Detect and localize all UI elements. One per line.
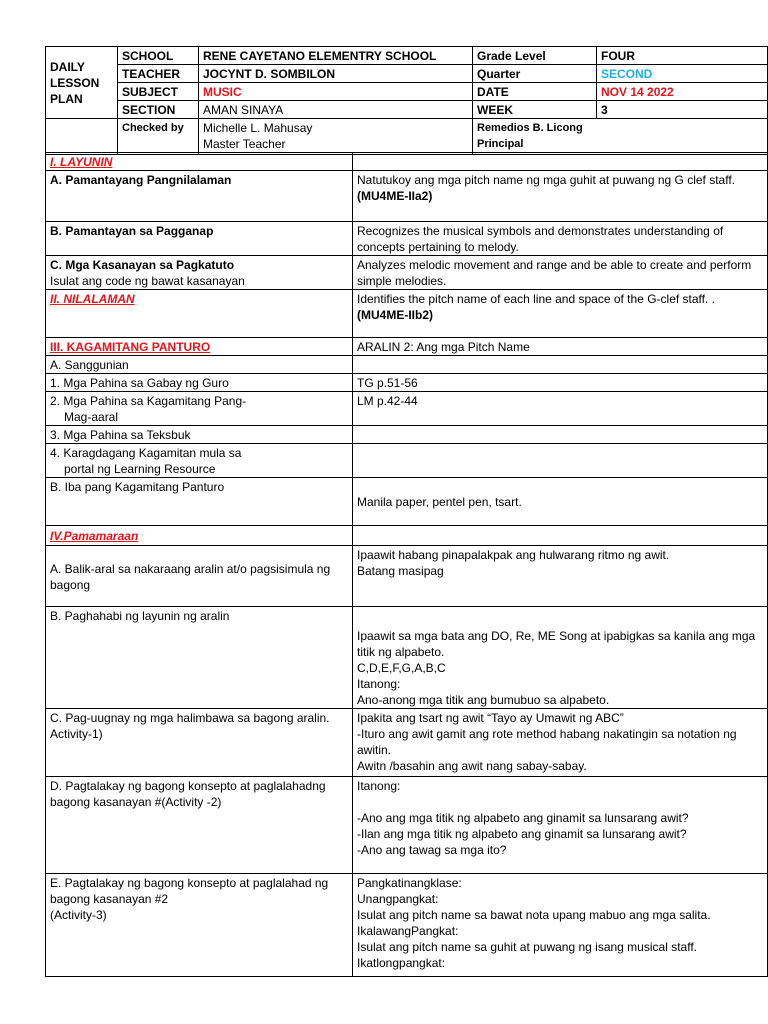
paghahabi-label: B. Paghahabi ng layunin ng aralin [46, 607, 353, 709]
ref-kagamitan-label2: Mag-aaral [64, 410, 119, 424]
ref-kagamitan-label: 2. Mga Pahina sa Kagamitang Pang- [50, 394, 247, 408]
header-table [45, 46, 768, 155]
ref-gabay-label: 1. Mga Pahina sa Gabay ng Guro [46, 374, 353, 392]
pagganap-text: Recognizes the musical symbols and demonstrates understanding of concepts pertaining to melody. [353, 222, 768, 256]
checker-title: Master Teacher [203, 137, 286, 151]
pamantayang-label: A. Pamantayang Pangnilalaman [46, 171, 353, 222]
kasanayan-sub: Isulat ang code ng bawat kasanayan [50, 274, 245, 288]
balik-aral-text: Ipaawit habang pinapalakpak ang hulwarang ritmo ng awit. Batang masipag [353, 546, 768, 607]
paghahabi-text: Ipaawit sa mga bata ang DO, Re, ME Song at ipabigkas sa kanila ang mga titik ng alpabeto. C,D,E,F,G,A,B,C Itanong: Ano-anong mga titik ang bumubuo sa alpabeto. [353, 607, 768, 709]
pamamaraan-heading: IV.Pamamaraan [46, 526, 353, 546]
checker-cell [199, 119, 473, 155]
date-label: DATE [473, 83, 597, 101]
ref-gabay-value: TG p.51-56 [353, 374, 768, 392]
ref-portal-cell [46, 444, 353, 478]
week-value: 3 [597, 101, 768, 119]
pagtalakay-1-label: D. Pagtalakay ng bagong konsepto at paglalahadng bagong kasanayan #(Activity -2) [46, 777, 353, 874]
subject-label: SUBJECT [118, 83, 199, 101]
section-value: AMAN SINAYA [199, 101, 473, 119]
kasanayan-label: C. Mga Kasanayan sa Pagkatuto [50, 258, 235, 272]
iba-pang-value: Manila paper, pentel pen, tsart. [353, 478, 768, 526]
school-value: RENE CAYETANO ELEMENTRY SCHOOL [199, 47, 473, 65]
nilalaman-code: (MU4ME-IIb2) [357, 308, 433, 322]
empty-cell [353, 356, 768, 374]
principal-cell [473, 119, 768, 155]
teacher-label: TEACHER [118, 65, 199, 83]
pag-uugnay-label: C. Pag-uugnay ng mga halimbawa sa bagong aralin. Activity-1) [46, 709, 353, 777]
blank-cell [46, 119, 118, 155]
kagamitan-heading: III. KAGAMITANG PANTURO [46, 338, 353, 356]
ref-kagamitan-value: LM p.42-44 [353, 392, 768, 426]
checked-by-label: Checked by [118, 119, 199, 155]
pamantayang-code: (MU4ME-IIa2) [357, 189, 433, 203]
quarter-label: Quarter [473, 65, 597, 83]
empty-cell [353, 426, 768, 444]
pagtalakay-2-label: E. Pagtalakay ng bagong konsepto at paglalahad ng bagong kasanayan #2 (Activity-3) [46, 874, 353, 977]
principal-name: Remedios B. Licong [477, 122, 583, 134]
checker-name: Michelle L. Mahusay [203, 121, 313, 135]
body-table [45, 152, 768, 977]
empty-cell [353, 526, 768, 546]
kagamitan-text: ARALIN 2: Ang mga Pitch Name [353, 338, 768, 356]
empty-cell [353, 444, 768, 478]
pamantayang-text-cell [353, 171, 768, 222]
pag-uugnay-text: Ipakita ang tsart ng awit “Tayo ay Umawit ng ABC” -Ituro ang awit gamit ang rote method habang nakatingin sa notation ng awitin. Awitn /basahin ang awit nang sabay-sabay. [353, 709, 768, 777]
nilalaman-heading: II. NILALAMAN [46, 290, 353, 338]
kasanayan-cell [46, 256, 353, 290]
school-label: SCHOOL [118, 47, 199, 65]
kasanayan-text: Analyzes melodic movement and range and be able to create and perform simple melodies. [353, 256, 768, 290]
ref-teksbuk-label: 3. Mga Pahina sa Teksbuk [46, 426, 353, 444]
pagganap-label: B. Pamantayan sa Pagganap [46, 222, 353, 256]
balik-aral-label: A. Balik-aral sa nakaraang aralin at/o pagsisimula ng bagong [46, 546, 353, 607]
principal-title: Principal [477, 138, 524, 150]
pamantayang-text: Natutukoy ang mga pitch name ng mga guhit at puwang ng G clef staff. [357, 173, 736, 187]
nilalaman-cell [353, 290, 768, 338]
grade-label: Grade Level [473, 47, 597, 65]
dll-label: DAILY LESSON PLAN [46, 47, 118, 119]
pagtalakay-2-text: Pangkatinangklase: Unangpangkat: Isulat ang pitch name sa bawat nota upang mabuo ang mga salita. IkalawangPangkat: Isulat ang pitch name sa guhit at puwang ng isang musical staff. Ikatlongpangkat: [353, 874, 768, 977]
quarter-value: SECOND [597, 65, 768, 83]
section-label: SECTION [118, 101, 199, 119]
empty-cell [353, 153, 768, 171]
iba-pang-label: B. Iba pang Kagamitang Panturo [46, 478, 353, 526]
grade-value: FOUR [597, 47, 768, 65]
ref-portal-label: 4. Karagdagang Kagamitan mula sa [50, 446, 242, 460]
subject-value: MUSIC [199, 83, 473, 101]
sanggunian-label: A. Sanggunian [46, 356, 353, 374]
pagtalakay-1-text: Itanong: -Ano ang mga titik ng alpabeto ang ginamit sa lunsarang awit? -Ilan ang mga titik ng alpabeto ang ginamit sa lunsarang awit? -Ano ang tawag sa mga ito? [353, 777, 768, 874]
ref-portal-label2: portal ng Learning Resource [64, 462, 216, 476]
teacher-value: JOCYNT D. SOMBILON [199, 65, 473, 83]
layunin-heading: I. LAYUNIN [46, 153, 353, 171]
nilalaman-text: Identifies the pitch name of each line and space of the G-clef staff. . [357, 292, 715, 306]
date-value: NOV 14 2022 [597, 83, 768, 101]
ref-kagamitan-cell [46, 392, 353, 426]
week-label: WEEK [473, 101, 597, 119]
